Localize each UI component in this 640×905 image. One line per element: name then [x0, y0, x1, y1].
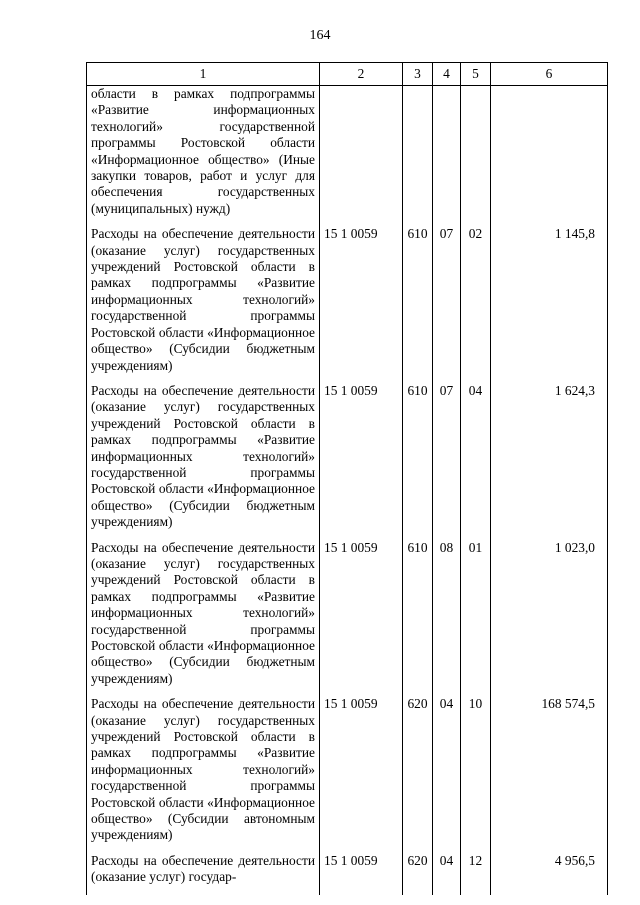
- column-header: 4: [433, 63, 461, 86]
- row-target-code: 15 1 0059: [320, 853, 403, 895]
- table-row: [87, 853, 608, 895]
- table-row: [87, 86, 608, 227]
- row-subsection: 12: [461, 853, 491, 895]
- column-header: 1: [87, 63, 320, 86]
- row-expense-type: 620: [403, 853, 433, 895]
- row-amount: 1 145,8: [491, 226, 608, 383]
- row-subsection: 04: [461, 383, 491, 540]
- table-row: [87, 226, 608, 383]
- column-header: 5: [461, 63, 491, 86]
- row-expense-type: 610: [403, 226, 433, 383]
- row-amount: 4 956,5: [491, 853, 608, 895]
- row-expense-type: 610: [403, 383, 433, 540]
- row-description: Расходы на обеспечение деятельности (оказание услуг) государственных учреждений Ростовской области в рамках подпрограммы «Развитие информационных технологий» государственной программы Ростовской области «Информационное общество» (Субсидии бюджетным учреждениям): [87, 540, 320, 697]
- row-section: 04: [433, 853, 461, 895]
- row-target-code: 15 1 0059: [320, 540, 403, 697]
- row-amount: 168 574,5: [491, 696, 608, 853]
- row-description: Расходы на обеспечение деятельности (оказание услуг) государственных учреждений Ростовской области в рамках подпрограммы «Развитие информационных технологий» государственной программы Ростовской области «Информационное общество» (Субсидии бюджетным учреждениям): [87, 383, 320, 540]
- row-target-code: 15 1 0059: [320, 696, 403, 853]
- row-expense-type: 620: [403, 696, 433, 853]
- row-description: Расходы на обеспечение деятельности (оказание услуг) государ-: [87, 853, 320, 895]
- row-section: [433, 86, 461, 227]
- row-subsection: [461, 86, 491, 227]
- row-subsection: 02: [461, 226, 491, 383]
- row-expense-type: [403, 86, 433, 227]
- row-amount: [491, 86, 608, 227]
- row-section: 04: [433, 696, 461, 853]
- column-header: 6: [491, 63, 608, 86]
- row-description: Расходы на обеспечение деятельности (оказание услуг) государственных учреждений Ростовской области в рамках подпрограммы «Развитие информационных технологий» государственной программы Ростовской области «Информационное общество» (Субсидии бюджетным учреждениям): [87, 226, 320, 383]
- row-expense-type: 610: [403, 540, 433, 697]
- row-target-code: 15 1 0059: [320, 383, 403, 540]
- row-section: 07: [433, 383, 461, 540]
- row-amount: 1 023,0: [491, 540, 608, 697]
- table-row: [87, 540, 608, 697]
- page-number: 164: [309, 28, 331, 43]
- row-subsection: 10: [461, 696, 491, 853]
- row-description: Расходы на обеспечение деятельности (оказание услуг) государственных учреждений Ростовской области в рамках подпрограммы «Развитие информационных технологий» государственной программы Ростовской области «Информационное общество» (Субсидии автономным учреждениям): [87, 696, 320, 853]
- row-target-code: 15 1 0059: [320, 226, 403, 383]
- row-description: области в рамках подпрограммы «Развитие информационных технологий» государственной программы Ростовской области «Информационное общество» (Иные закупки товаров, работ и услуг для обеспечения государственных (муниципальных) нужд): [87, 86, 320, 227]
- table-header-row: [87, 63, 608, 86]
- table-row: [87, 383, 608, 540]
- column-header: 2: [320, 63, 403, 86]
- row-section: 07: [433, 226, 461, 383]
- table-row: [87, 696, 608, 853]
- column-header: 3: [403, 63, 433, 86]
- row-target-code: [320, 86, 403, 227]
- row-section: 08: [433, 540, 461, 697]
- row-amount: 1 624,3: [491, 383, 608, 540]
- budget-table: [86, 62, 608, 895]
- row-subsection: 01: [461, 540, 491, 697]
